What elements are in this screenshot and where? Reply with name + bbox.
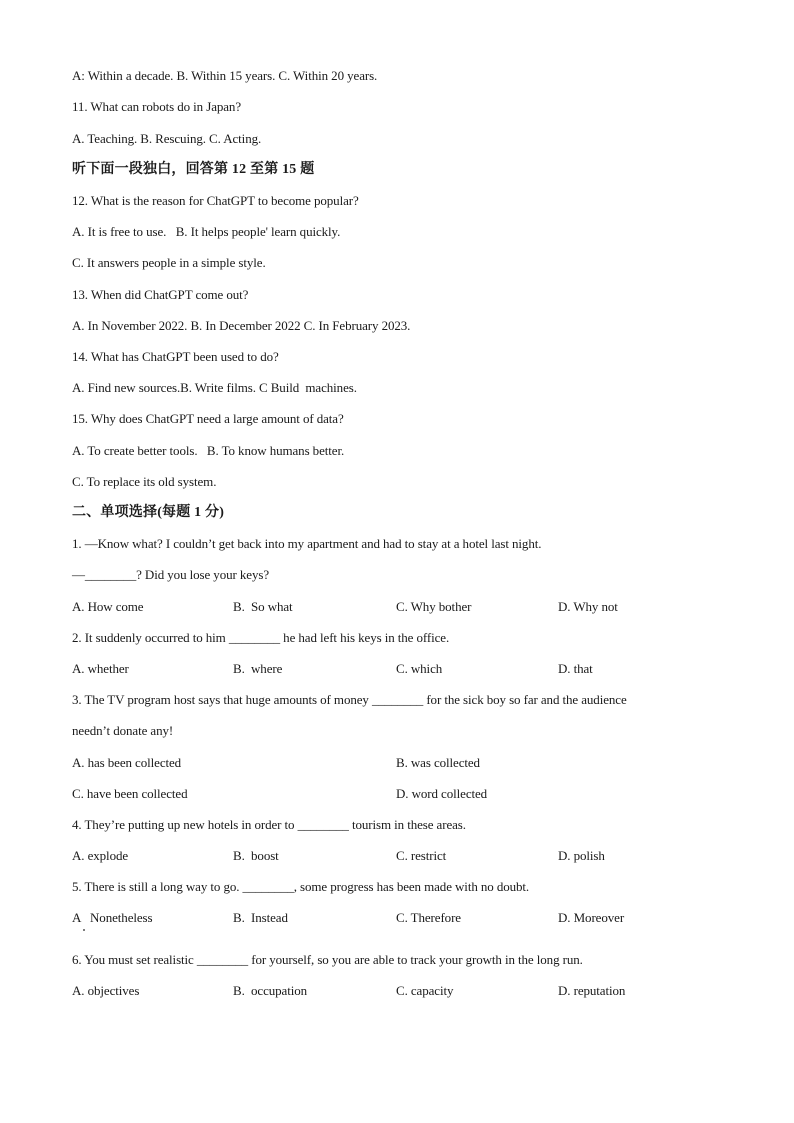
s5-option-d: D. Moreover [558, 910, 625, 925]
s3-option-d: D. word collected [396, 786, 488, 801]
q11-question: 11. What can robots do in Japan? [72, 99, 242, 114]
section-heading-single-choice: 二、单项选择(每题 1 分) [72, 505, 225, 520]
q15-question: 15. Why does ChatGPT need a large amount of data? [72, 411, 344, 426]
s6-question: 6. You must set realistic ________ for yourself, so you are able to track your growth in the long run. [72, 952, 583, 967]
s4-question: 4. They’re putting up new hotels in order to ________ tourism in these areas. [72, 817, 466, 832]
q14-question: 14. What has ChatGPT been used to do? [72, 349, 279, 364]
q12-option-c: C. It answers people in a simple style. [72, 255, 266, 270]
s6-option-b: B. occupation [233, 983, 308, 998]
s6-option-c: C. capacity [396, 983, 454, 998]
s6-option-a: A. objectives [72, 983, 140, 998]
s5-option-a-dot-mark [83, 929, 85, 931]
s1-question-line1: 1. —Know what? I couldn’t get back into my apartment and had to stay at a hotel last night. [72, 536, 542, 551]
q15-options-ab: A. To create better tools. B. To know humans better. [72, 443, 345, 458]
s4-option-d: D. polish [558, 848, 605, 863]
s5-option-b: B. Instead [233, 910, 288, 925]
s3-option-c: C. have been collected [72, 786, 188, 801]
s1-option-d: D. Why not [558, 599, 618, 614]
s5-option-c: C. Therefore [396, 910, 461, 925]
q13-options: A. In November 2022. B. In December 2022 C. In February 2023. [72, 318, 411, 333]
s5-option-a: A Nonetheless [72, 910, 153, 925]
s4-option-a: A. explode [72, 848, 129, 863]
q12-question: 12. What is the reason for ChatGPT to become popular? [72, 193, 359, 208]
s4-option-c: C. restrict [396, 848, 447, 863]
q13-question: 13. When did ChatGPT come out? [72, 287, 249, 302]
s2-option-a: A. whether [72, 661, 129, 676]
section-heading-monologue: 听下面一段独白，回答第 12 至第 15 题 [72, 162, 315, 177]
s3-option-b: B. was collected [396, 755, 480, 770]
s4-option-b: B. boost [233, 848, 279, 863]
s5-question: 5. There is still a long way to go. ________, some progress has been made with no doubt. [72, 879, 530, 894]
s2-question: 2. It suddenly occurred to him ________ he had left his keys in the office. [72, 630, 450, 645]
s3-question-line2: needn’t donate any! [72, 723, 174, 738]
q15-option-c: C. To replace its old system. [72, 474, 217, 489]
q11-options: A. Teaching. B. Rescuing. C. Acting. [72, 131, 262, 146]
s1-option-c: C. Why bother [396, 599, 472, 614]
q10-options: A: Within a decade. B. Within 15 years. C. Within 20 years. [72, 68, 378, 83]
s3-option-a: A. has been collected [72, 755, 182, 770]
s1-question-line2: —________? Did you lose your keys? [72, 567, 269, 582]
s2-option-b: B. where [233, 661, 283, 676]
q14-options: A. Find new sources.B. Write films. C Build machines. [72, 380, 357, 395]
s6-option-d: D. reputation [558, 983, 626, 998]
s1-option-a: A. How come [72, 599, 144, 614]
s1-option-b: B. So what [233, 599, 293, 614]
s3-question-line1: 3. The TV program host says that huge amounts of money ________ for the sick boy so far and the audience [72, 692, 627, 707]
s2-option-c: C. which [396, 661, 443, 676]
q12-options-ab: A. It is free to use. B. It helps people' learn quickly. [72, 224, 341, 239]
s2-option-d: D. that [558, 661, 593, 676]
